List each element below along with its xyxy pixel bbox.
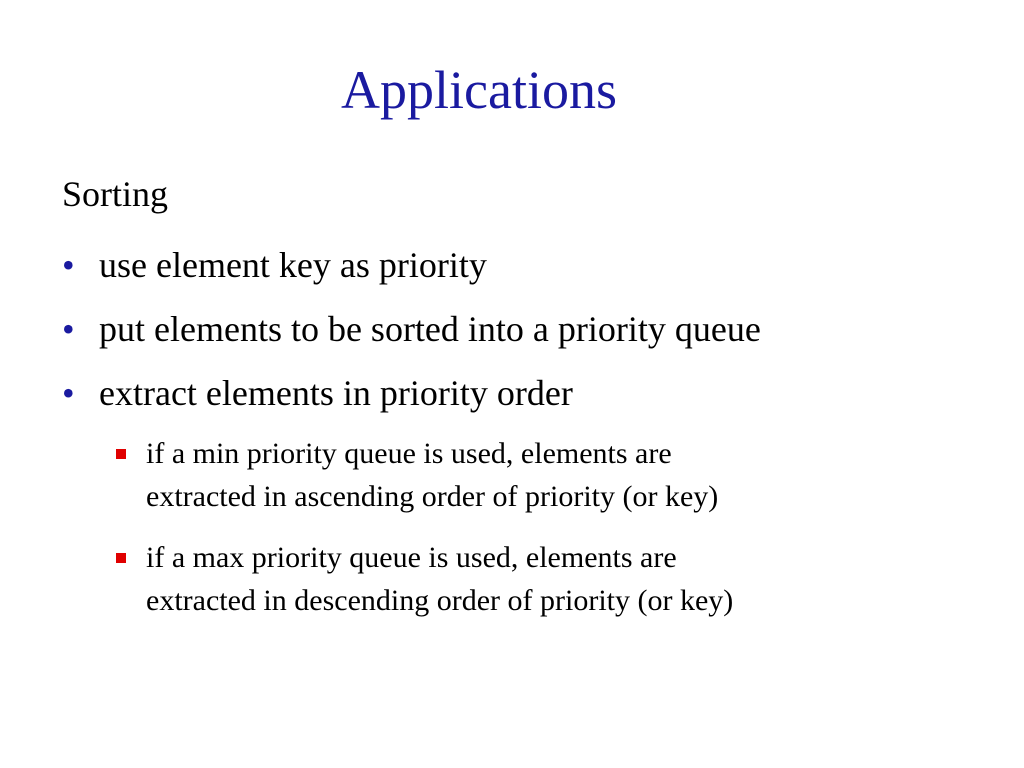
sub-bullet-text-line: extracted in descending order of priority (or key) [146, 584, 734, 617]
bullet-dot-icon: • [62, 309, 75, 349]
sub-bullet-text-line: if a max priority queue is used, elements are [146, 541, 677, 574]
section-heading: Sorting [62, 174, 169, 214]
red-square-bullet-icon [116, 553, 126, 563]
sub-bullet-text-line: if a min priority queue is used, elements are [146, 437, 672, 470]
bullet-dot-icon: • [62, 245, 75, 285]
red-square-bullet-icon [116, 449, 126, 459]
bullet-text: extract elements in priority order [99, 373, 573, 413]
sub-bullet-text-line: extracted in ascending order of priority (or key) [146, 480, 719, 513]
bullet-text: use element key as priority [99, 245, 487, 285]
bullet-text: put elements to be sorted into a priority queue [99, 309, 761, 349]
bullet-dot-icon: • [62, 373, 75, 413]
slide-title: Applications [341, 60, 617, 120]
